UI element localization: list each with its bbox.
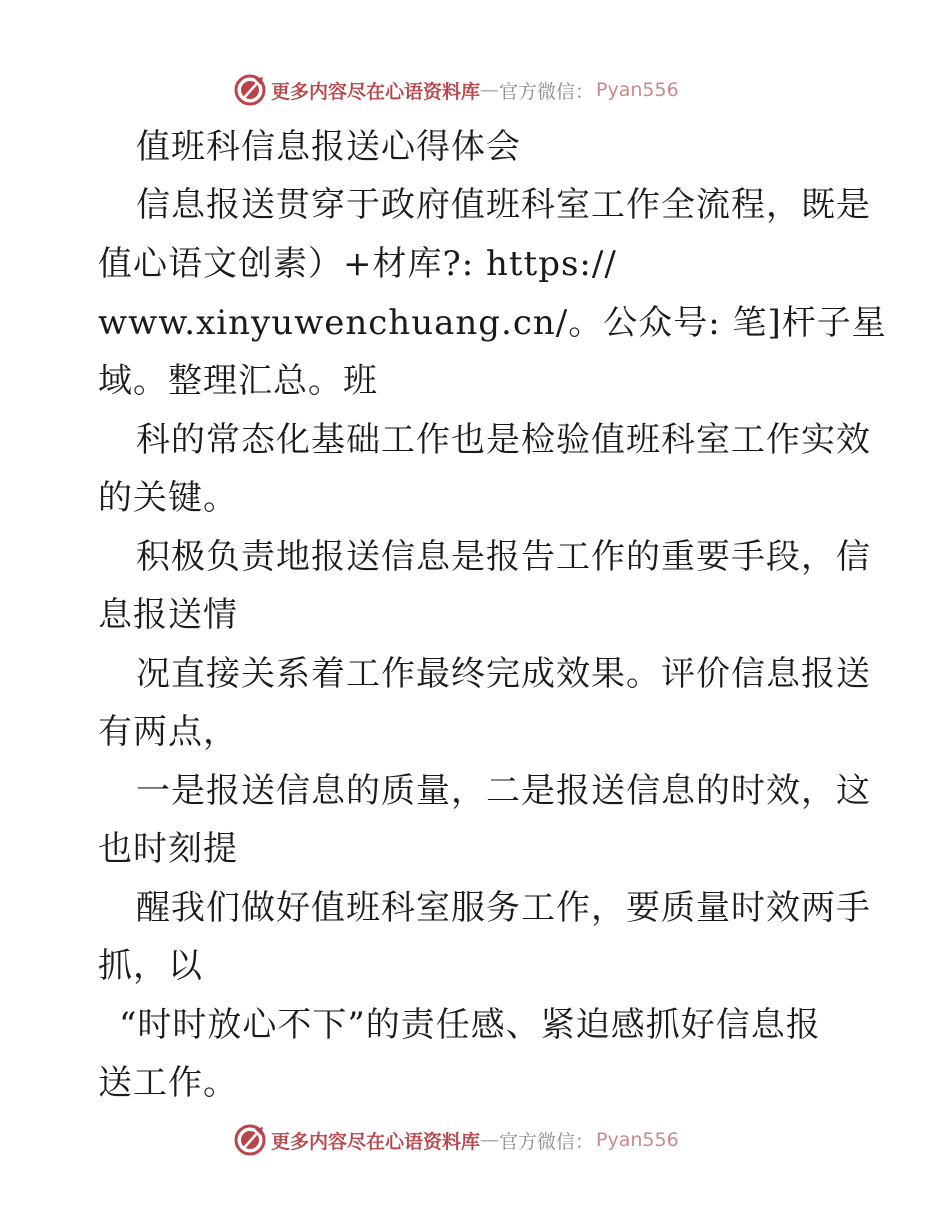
banner-wechat-id: Pyan556 xyxy=(596,79,679,101)
paragraph-line: 科的常态化基础工作也是检验值班科室工作实效 xyxy=(136,420,871,460)
header-banner xyxy=(233,72,679,108)
footer-banner xyxy=(233,1122,679,1158)
quill-pen-seal-icon xyxy=(233,1123,267,1157)
paragraph-line: 有两点， xyxy=(98,712,238,752)
paragraph-line: 值心语文创素）+材库?: https:// xyxy=(98,244,617,284)
paragraph-line: 域。整理汇总。班 xyxy=(98,361,378,401)
paragraph-line: www.xinyuwenchuang.cn/。公众号: 笔]杆子星 xyxy=(98,303,887,343)
paragraph-line: “时时放心不下”的责任感、紧迫感抓好信息报 xyxy=(119,1005,821,1045)
banner-wechat-id: Pyan556 xyxy=(596,1129,679,1151)
banner-brand-text: 更多内容尽在心语资料库 xyxy=(271,80,481,103)
paragraph-line: 一是报送信息的质量，二是报送信息的时效，这 xyxy=(136,771,871,811)
paragraph-line: 信息报送贯穿于政府值班科室工作全流程，既是 xyxy=(136,185,871,225)
paragraph-line: 积极负责地报送信息是报告工作的重要手段，信 xyxy=(136,537,871,577)
document-title: 值班科信息报送心得体会 xyxy=(136,127,521,167)
paragraph-line: 送工作。 xyxy=(98,1063,238,1103)
paragraph-line: 的关键。 xyxy=(98,478,238,518)
banner-dash: — xyxy=(480,79,500,101)
banner-brand-text: 更多内容尽在心语资料库 xyxy=(271,1130,481,1153)
paragraph-line: 抓，以 xyxy=(98,946,203,986)
banner-dash: — xyxy=(480,1129,500,1151)
paragraph-line: 况直接关系着工作最终完成效果。评价信息报送 xyxy=(136,654,871,694)
banner-official-label: 官方微信： xyxy=(499,1130,595,1153)
quill-pen-seal-icon xyxy=(233,73,267,107)
paragraph-line: 醒我们做好值班科室服务工作，要质量时效两手 xyxy=(136,888,871,928)
banner-official-label: 官方微信： xyxy=(499,80,595,103)
paragraph-line: 息报送情 xyxy=(98,595,238,635)
paragraph-line: 也时刻提 xyxy=(98,829,238,869)
